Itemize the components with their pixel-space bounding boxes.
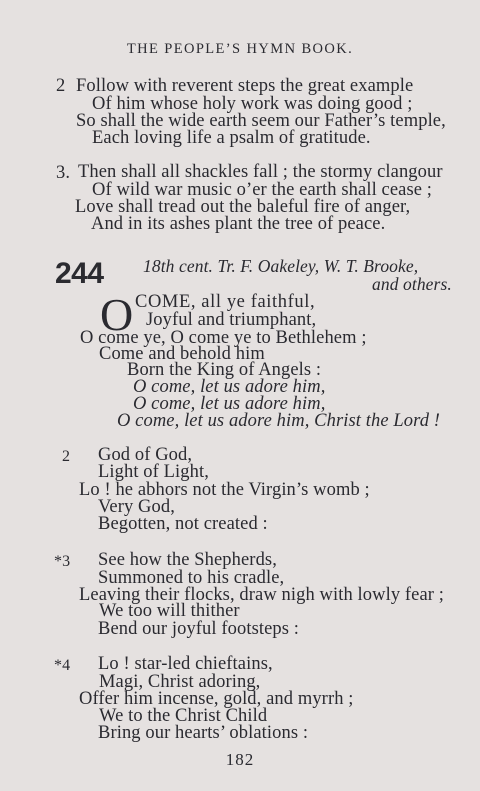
verse-line: Born the King of Angels : xyxy=(127,360,322,380)
verse-line: We too will thither xyxy=(99,601,240,621)
verse-line: Of wild war music o’er the earth shall cease ; xyxy=(92,180,433,200)
hymn-number: 244 xyxy=(55,257,104,290)
page-number: 182 xyxy=(225,750,255,769)
verse-line: Offer him incense, gold, and myrrh ; xyxy=(79,689,354,709)
verse-line: Of him whose holy work was doing good ; xyxy=(92,94,413,114)
verse-line: Then shall all shackles fall ; the stormy clangour xyxy=(78,162,443,182)
verse-line: Leaving their flocks, draw nigh with lowly fear ; xyxy=(79,585,445,605)
verse-line: Summoned to his cradle, xyxy=(98,568,285,588)
verse-line: Come and behold him xyxy=(99,344,265,364)
attribution-continued: and others. xyxy=(372,274,452,294)
refrain-line: O come, let us adore him, xyxy=(133,394,326,414)
attribution: 18th cent. Tr. F. Oakeley, W. T. Brooke, xyxy=(143,256,419,276)
verse-line: Magi, Christ adoring, xyxy=(99,672,261,692)
verse-line: Begotten, not created : xyxy=(98,514,268,534)
drop-cap: O xyxy=(100,289,134,340)
refrain-line: O come, let us adore him, xyxy=(133,377,326,397)
stanza-number: 3. xyxy=(56,163,71,183)
stanza-number: 2 xyxy=(62,448,71,465)
verse-line: COME, all ye faithful, xyxy=(135,292,316,312)
verse-line: Each loving life a psalm of gratitude. xyxy=(92,128,371,148)
verse-line: Lo ! star-led chieftains, xyxy=(98,654,273,674)
verse-line: So shall the wide earth seem our Father’s temple, xyxy=(76,111,446,131)
verse-line: Follow with reverent steps the great example xyxy=(76,76,414,96)
stanza-number: 2 xyxy=(56,76,66,96)
verse-line: We to the Christ Child xyxy=(99,706,268,726)
verse-line: O come ye, O come ye to Bethlehem ; xyxy=(80,328,367,348)
stanza-number: *3 xyxy=(54,553,71,570)
verse-line: Light of Light, xyxy=(98,462,209,482)
verse-line: Love shall tread out the baleful fire of anger, xyxy=(75,197,411,217)
verse-line: Lo ! he abhors not the Virgin’s womb ; xyxy=(79,480,370,500)
verse-line: Bring our hearts’ oblations : xyxy=(98,723,309,743)
verse-line: And in its ashes plant the tree of peace. xyxy=(91,214,386,234)
verse-line: Joyful and triumphant, xyxy=(146,310,317,330)
verse-line: See how the Shepherds, xyxy=(98,550,277,570)
running-header: THE PEOPLE’S HYMN BOOK. xyxy=(126,41,354,57)
stanza-number: *4 xyxy=(54,657,71,674)
refrain-line: O come, let us adore him, Christ the Lord ! xyxy=(117,411,441,431)
verse-line: Bend our joyful footsteps : xyxy=(98,619,300,639)
verse-line: Very God, xyxy=(98,497,175,517)
verse-line: God of God, xyxy=(98,445,193,465)
